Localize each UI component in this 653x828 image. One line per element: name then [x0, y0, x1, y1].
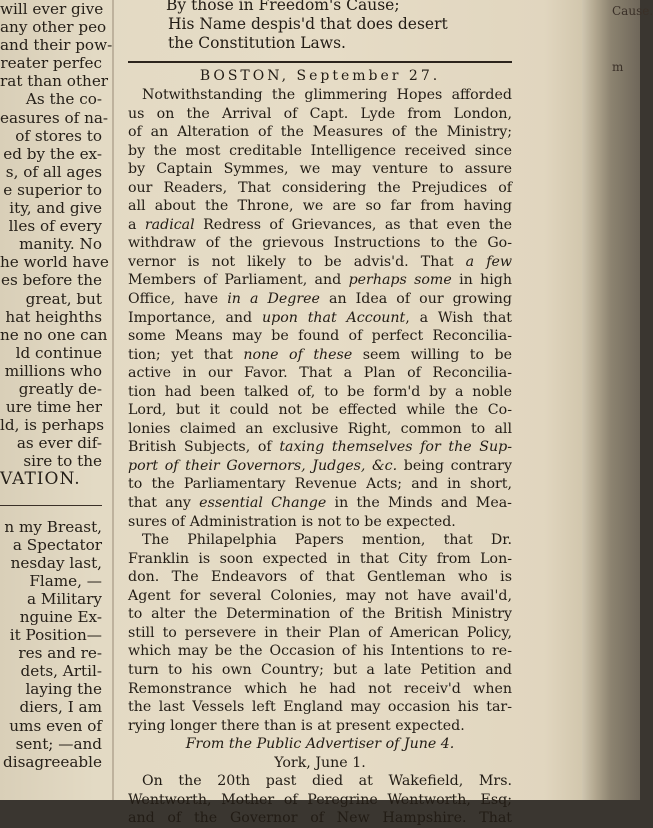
left-column-line: e superior to — [3, 180, 102, 199]
poem-verse — [128, 0, 512, 53]
left-column-line: n my Breast, — [4, 517, 102, 536]
left-column-line: reater perfec — [0, 54, 102, 73]
article-york — [128, 772, 512, 828]
article-line: Notwithstanding the glimmering Hopes afforded — [142, 87, 512, 103]
article-line: still to persevere in their Plan of American Policy, — [128, 624, 512, 641]
article-line: active in our Favor. That a Plan of Reconcilia- — [128, 365, 512, 382]
article-line: Franklin is soon expected in that City from Lon- — [128, 550, 512, 567]
article-line: rying longer there than is at present expected. — [128, 717, 465, 734]
article-line: Lord, but it could not be effected while the Co- — [128, 402, 512, 419]
article-line: tion had been talked of, to be form'd by a noble — [128, 383, 512, 400]
left-column-rule — [0, 505, 102, 506]
left-column-line: hat heighths — [5, 307, 102, 326]
article-line: tion; yet that none of these seem willing to be — [128, 346, 512, 363]
book-binding-edge — [582, 0, 653, 800]
left-column-heading: VATION. — [0, 469, 81, 490]
left-column-line: easures of na- — [0, 108, 109, 127]
left-column-top-text — [0, 0, 113, 471]
left-column-line: laying the — [25, 680, 102, 699]
left-column-line: ure time her — [5, 398, 102, 417]
article-line: Remonstrance which he had not receiv'd when — [128, 680, 512, 697]
left-column-line: manity. No — [19, 235, 102, 254]
left-column-line: he world have — [0, 253, 109, 272]
left-column-line: Flame, — — [29, 571, 102, 590]
column-gutter — [112, 0, 114, 800]
section-rule — [128, 61, 512, 63]
left-column-line: any other peo — [0, 18, 107, 37]
left-column-line: es before the — [0, 271, 102, 290]
poem-line: the Constitution Laws. — [168, 34, 346, 52]
article-line: lonies claimed an exclusive Right, common to all — [128, 420, 512, 437]
left-column-line: it Position— — [9, 626, 102, 645]
left-column-line: ne no one can — [0, 325, 108, 344]
poem-line: His Name despis'd that does desert — [168, 15, 448, 33]
left-column-line: a Spectator — [12, 535, 102, 554]
left-column-line: great, but — [25, 289, 102, 308]
article-line: Importance, and upon that Account, a Wish that — [128, 309, 512, 326]
article-franklin — [128, 531, 512, 735]
left-column-line: lles of every — [8, 217, 102, 236]
left-column-line: ld, is perhaps — [0, 416, 105, 435]
left-column-line: as ever dif- — [16, 434, 102, 453]
left-column-line: nesday last, — [10, 553, 102, 572]
left-column-line: rat than other — [0, 72, 109, 91]
article-line: by the most creditable Intelligence received since — [128, 142, 512, 159]
article-line: vernor is not likely to be advis'd. That a few — [128, 253, 512, 270]
left-column-line: and their pow- — [0, 36, 113, 55]
left-column-line: disagreeable — [2, 752, 102, 771]
york-line: York, June 1. — [274, 754, 366, 771]
article-line: Wentworth, Mother of Peregrine Wentworth, Esq; — [128, 791, 512, 808]
left-column-line: diers, I am — [19, 698, 102, 717]
poem-line: By those in Freedom's Cause; — [166, 0, 400, 14]
binding-fragment: m — [612, 60, 624, 74]
article-source — [128, 735, 512, 772]
left-column-line: sire to the — [23, 452, 102, 471]
article-line: turn to his own Country; but a late Petition and — [128, 661, 512, 678]
source-line: From the Public Advertiser of June 4. — [185, 736, 455, 753]
article-line: Office, have in a Degree an Idea of our growing — [128, 291, 512, 308]
left-column-line: ld continue — [15, 343, 102, 362]
left-column-line: ity, and give — [9, 199, 102, 218]
article-line: British Subjects, of taxing themselves for the Sup- — [128, 439, 512, 456]
left-column-line: nguine Ex- — [19, 608, 102, 626]
article-line: by Captain Symmes, we may venture to assure — [128, 161, 512, 178]
article-line: to the Parliamentary Revenue Acts; and in short, — [128, 476, 512, 493]
left-column — [0, 0, 113, 800]
article-line: withdraw of the grievous Instructions to the Go- — [128, 235, 512, 252]
left-column-line: millions who — [4, 361, 102, 380]
left-column-line: ums even of — [9, 716, 102, 735]
left-column-line: dets, Artil- — [20, 662, 102, 681]
article-line: of an Alteration of the Measures of the Ministry; — [128, 124, 512, 141]
article-line: On the 20th past died at Wakefield, Mrs. — [142, 773, 512, 790]
article-line: the last Vessels left England may occasion his tar- — [128, 699, 512, 716]
article-line: Agent for several Colonies, may not have avail'd, — [128, 587, 512, 604]
left-column-line: of stores to — [15, 126, 102, 145]
left-column-line: a Military — [26, 589, 102, 608]
article-line: The Philapelphia Papers mention, that Dr. — [142, 532, 512, 549]
binding-fragment: Cause. — [612, 4, 653, 18]
article-line: which may be the Occasion of his Intentions to re- — [128, 643, 512, 660]
article-line: all about the Throne, we are so far from having — [128, 198, 512, 215]
left-column-line: sent; —and — [15, 734, 102, 753]
article-line: that any essential Change in the Minds and Mea- — [128, 495, 512, 512]
left-column-line: greatly de- — [18, 379, 102, 398]
article-line: us on the Arrival of Capt. Lyde from London, — [128, 105, 512, 122]
article-line: Members of Parliament, and perhaps some in high — [128, 272, 512, 289]
left-column-line: As the co- — [25, 90, 102, 109]
article-line: our Readers, That considering the Prejudices of — [128, 179, 512, 196]
article-line: don. The Endeavors of that Gentleman who is — [128, 569, 512, 586]
left-column-bottom-text — [0, 518, 106, 771]
article-boston — [128, 86, 512, 531]
left-column-line: res and re- — [18, 644, 102, 663]
article-line: to alter the Determination of the British Ministry — [128, 606, 512, 623]
article-line: a radical Redress of Grievances, as that even the — [128, 216, 512, 233]
left-column-line: ed by the ex- — [3, 144, 102, 163]
left-column-line: will ever give — [0, 0, 104, 18]
article-line: port of their Governors, Judges, &c. being contrary — [128, 457, 512, 474]
left-column-line: s, of all ages — [5, 162, 102, 181]
article-line: sures of Administration is not to be expected. — [128, 513, 456, 530]
article-line: some Means may be found of perfect Reconcilia- — [128, 328, 512, 345]
article-line: and of the Governor of New Hampshire. That — [128, 810, 512, 827]
main-column — [128, 0, 512, 827]
dateline: BOSTON, September 27. — [199, 68, 441, 84]
